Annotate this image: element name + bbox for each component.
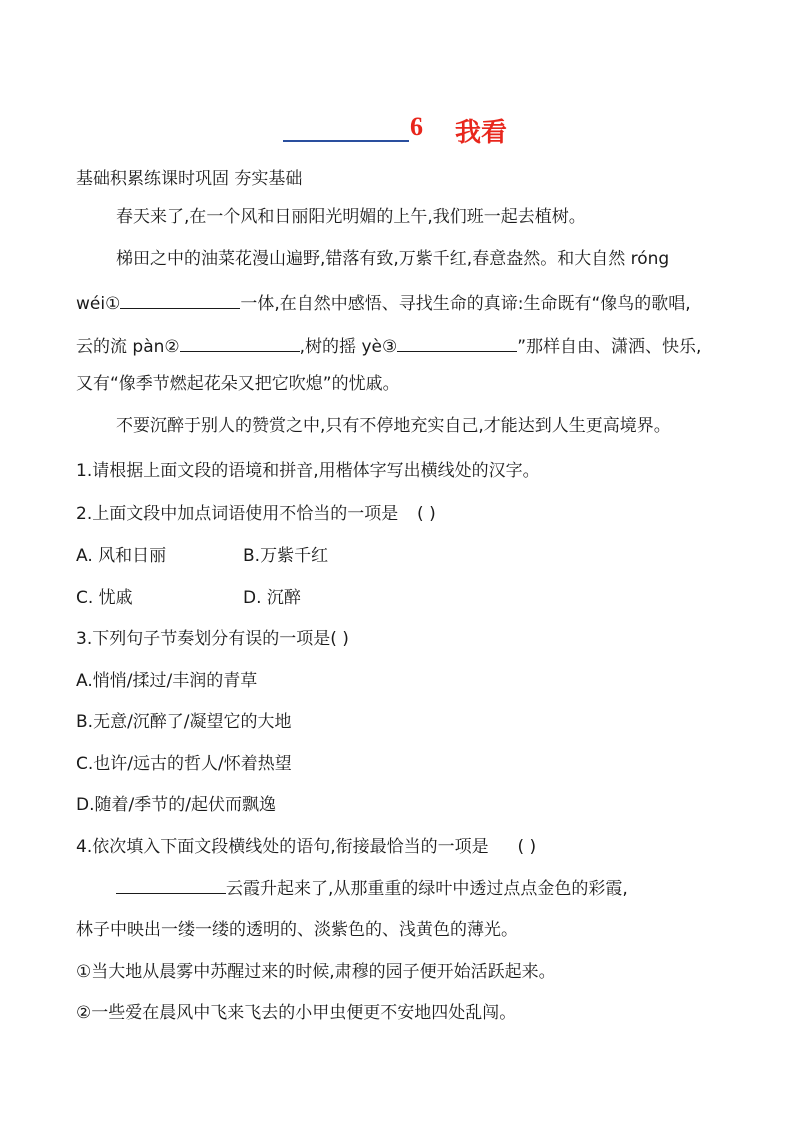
- question-2: [76, 502, 436, 526]
- answer-parentheses[interactable]: ( ): [330, 629, 349, 649]
- q3-option-b[interactable]: B.无意/沉醉了/凝望它的大地: [76, 712, 292, 732]
- q4-passage-text-1: 云霞升起来了,从那重重的绿叶中透过点点金色的彩霞,: [226, 879, 628, 899]
- passage-line-5: 又有“像季节燃起花朵又把它吹熄”的忧戚。: [76, 374, 400, 394]
- title-blank-line: [283, 140, 409, 142]
- passage-line-3: [76, 292, 691, 316]
- question-1: 1.请根据上面文段的语境和拼音,用楷体字写出横线处的汉字。: [76, 461, 540, 481]
- pinyin-prompt-2: 云的流 pàn②: [76, 337, 180, 357]
- answer-blank-3[interactable]: [397, 350, 517, 352]
- passage-line-4: [76, 335, 701, 359]
- passage-line-6: 不要沉醉于别人的赞赏之中,只有不停地充实自己,才能达到人生更高境界。: [116, 416, 671, 436]
- answer-parentheses[interactable]: ( ): [517, 837, 537, 857]
- question-3: [76, 627, 349, 651]
- q4-passage-line-2: 林子中映出一缕一缕的透明的、淡紫色的、浅黄色的薄光。: [76, 920, 518, 940]
- pinyin-prompt-3: ,树的摇 yè③: [299, 337, 398, 357]
- q2-option-a[interactable]: A. 风和日丽: [76, 546, 167, 566]
- q2-option-c[interactable]: C. 忧戚: [76, 588, 133, 608]
- page-title: [0, 112, 794, 152]
- question-3-stem: 3.下列句子节奏划分有误的一项是: [76, 629, 331, 649]
- q2-option-d[interactable]: D. 沉醉: [243, 588, 301, 608]
- answer-blank-4[interactable]: [116, 892, 226, 894]
- passage-line-1: 春天来了,在一个风和日丽阳光明媚的上午,我们班一起去植树。: [116, 207, 586, 227]
- passage-line-3-text: 一体,在自然中感悟、寻找生命的真谛:生命既有“像鸟的歌唱,: [240, 294, 691, 314]
- question-4-stem: 4.依次填入下面文段横线处的语句,衔接最恰当的一项是: [76, 837, 489, 857]
- q3-option-c[interactable]: C.也许/远古的哲人/怀着热望: [76, 754, 292, 774]
- q4-item-1: ①当大地从晨雾中苏醒过来的时候,肃穆的园子便开始活跃起来。: [76, 962, 556, 982]
- q4-item-2: ②一些爱在晨风中飞来飞去的小甲虫便更不安地四处乱闯。: [76, 1003, 517, 1023]
- section-heading: 基础积累练课时巩固 夯实基础: [76, 169, 303, 189]
- passage-line-4-text: ”那样自由、潇洒、快乐,: [517, 337, 702, 357]
- answer-blank-2[interactable]: [180, 350, 300, 352]
- q3-option-d[interactable]: D.随着/季节的/起伏而飘逸: [76, 795, 276, 815]
- answer-blank-1[interactable]: [120, 307, 240, 309]
- q3-option-a[interactable]: A.悄悄/揉过/丰润的青草: [76, 671, 258, 691]
- question-2-stem: 2.上面文段中加点词语使用不恰当的一项是: [76, 504, 399, 524]
- lesson-title: 我看: [455, 118, 508, 148]
- answer-parentheses[interactable]: ( ): [417, 504, 436, 524]
- pinyin-prompt-1: wéi①: [76, 294, 121, 314]
- lesson-number: 6: [410, 112, 423, 141]
- question-4: [76, 835, 536, 859]
- passage-line-2: 梯田之中的油菜花漫山遍野,错落有致,万紫千红,春意盎然。和大自然 róng: [116, 249, 670, 269]
- q4-passage-line-1: [116, 877, 628, 901]
- q2-option-b[interactable]: B.万紫千红: [243, 546, 329, 566]
